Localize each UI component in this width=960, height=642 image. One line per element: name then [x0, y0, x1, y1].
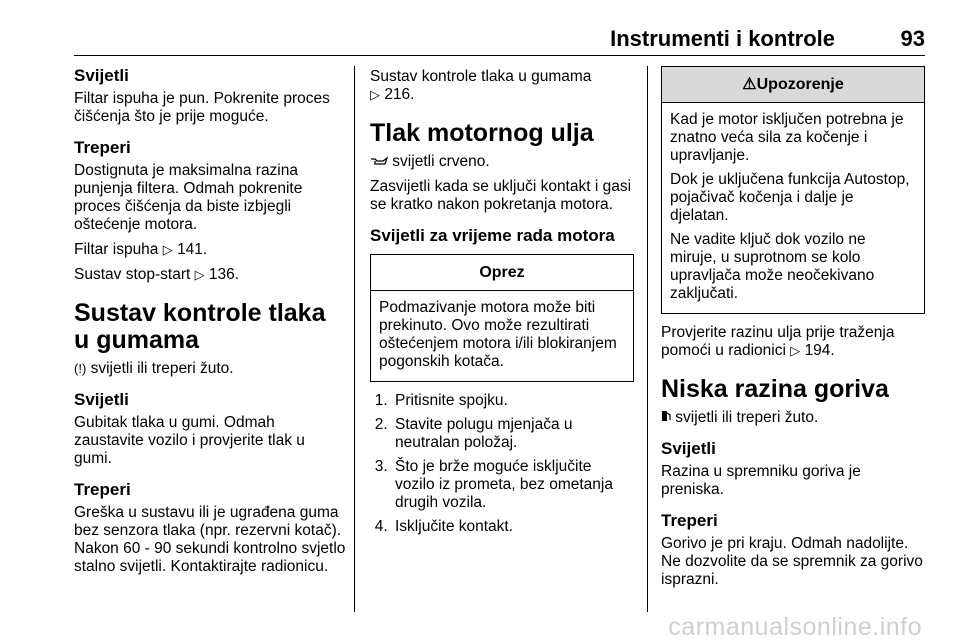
paragraph-treperi: Dostignuta je maksimalna razina punjenja filtera. Odmah pokrenite proces čišćenja da biste izbjegli oštećenje motora. [74, 162, 303, 233]
tyre-pressure-desc: (!) svijetli ili treperi žuto. [74, 360, 234, 377]
fuel-pump-icon [661, 409, 671, 427]
warning-header: ⚠Upozorenje [662, 67, 924, 103]
oil-pressure-paragraph: Zasvijetli kada se uključi kontakt i gasi se kratko nakon pokretanja motora. [370, 178, 632, 213]
warning-paragraph-1: Kad je motor isključen potrebna je znatno veća sila za kočenje i upravljanje. [670, 111, 904, 164]
page-ref-arrow-icon: ▷ [790, 343, 801, 358]
column-2 [370, 64, 634, 542]
steps-list [370, 392, 634, 536]
check-oil-paragraph: Provjerite razinu ulja prije traženja pomoći u radionici ▷ 194. [661, 324, 895, 359]
page-header [74, 26, 925, 54]
column-3 [661, 66, 925, 596]
list-item: 4. Isključite kontakt. [392, 518, 634, 536]
heading-treperi: Treperi [74, 138, 131, 157]
warning-paragraph-3: Ne vadite ključ dok vozilo ne miruje, u suprotnom se kolo upravljača može neočekivano zaključati. [670, 231, 875, 302]
column-divider-2 [647, 66, 648, 612]
paragraph-treperi-3: Gorivo je pri kraju. Odmah nadolijte. Ne dozvolite da se spremnik za gorivo isprazni. [661, 535, 923, 588]
page-ref-arrow-icon: ▷ [370, 87, 380, 102]
section-title-oil-pressure: Tlak motornog ulja [370, 119, 594, 147]
paragraph-treperi-2: Greška u sustavu ili je ugrađena guma bez senzora tlaka (npr. rezervni kotač). Nakon 60 - 90 sekundi kontrolno svjetlo stalno svijetli. Kontaktirajte radionicu. [74, 504, 346, 575]
list-item: 3. Što je brže moguće isključite vozilo iz prometa, bez ometanja drugih vozila. [392, 458, 634, 512]
ref-stop-start[interactable]: Sustav stop-start ▷ 136. [74, 266, 240, 283]
warning-box [661, 66, 925, 314]
column-1 [74, 64, 346, 583]
heading-svijetli-3: Svijetli [661, 439, 716, 458]
page-ref-arrow-icon: ▷ [162, 242, 173, 257]
section-title-tyre-pressure: Sustav kontrole tlaka u gumama [74, 299, 326, 354]
warning-paragraph-2: Dok je uključena funkcija Autostop, pojačivač kočenja i dalje je djelatan. [670, 171, 910, 224]
ref-filtar-ispuha[interactable]: Filtar ispuha ▷ 141. [74, 241, 208, 258]
heading-treperi-2: Treperi [74, 480, 131, 499]
low-fuel-desc: svijetli ili treperi žuto. [661, 409, 925, 427]
warning-triangle-icon: ⚠ [742, 76, 757, 93]
column-divider-1 [354, 66, 355, 612]
list-item: 1. Pritisnite spojku. [392, 392, 634, 410]
caution-title: Oprez [371, 255, 633, 291]
heading-svijetli-2: Svijetli [74, 390, 129, 409]
paragraph-svijetli-3: Razina u spremniku goriva je preniska. [661, 463, 861, 498]
oil-pressure-desc: svijetli crveno. [370, 153, 634, 171]
chapter-title: Instrumenti i kontrole [610, 26, 835, 51]
heading-running-engine: Svijetli za vrijeme rada motora [370, 226, 615, 245]
caution-text: Podmazivanje motora može biti prekinuto. Ovo može rezultirati oštećenjem motora i/ili blokiranjem pogonskih kotača. [379, 299, 617, 370]
tyre-pressure-warning-icon: (!) [74, 361, 87, 376]
header-rule [74, 55, 925, 56]
section-title-low-fuel: Niska razina goriva [661, 375, 889, 403]
ref-tyre-pressure[interactable]: Sustav kontrole tlaka u gumama ▷ 216. [370, 68, 592, 103]
heading-svijetli: Svijetli [74, 66, 129, 85]
paragraph-svijetli: Filtar ispuha je pun. Pokrenite proces čišćenja što je prije moguće. [74, 90, 330, 125]
list-item: 2. Stavite polugu mjenjača u neutralan položaj. [392, 416, 634, 452]
paragraph-svijetli-2: Gubitak tlaka u gumi. Odmah zaustavite vozilo i provjerite tlak u gumi. [74, 414, 305, 467]
caution-box [370, 254, 634, 382]
heading-treperi-3: Treperi [661, 511, 718, 530]
oil-can-icon [370, 153, 388, 171]
page-number: 93 [900, 26, 925, 51]
watermark: carmanualsonline.info [668, 613, 922, 641]
page-ref-arrow-icon: ▷ [194, 267, 205, 282]
